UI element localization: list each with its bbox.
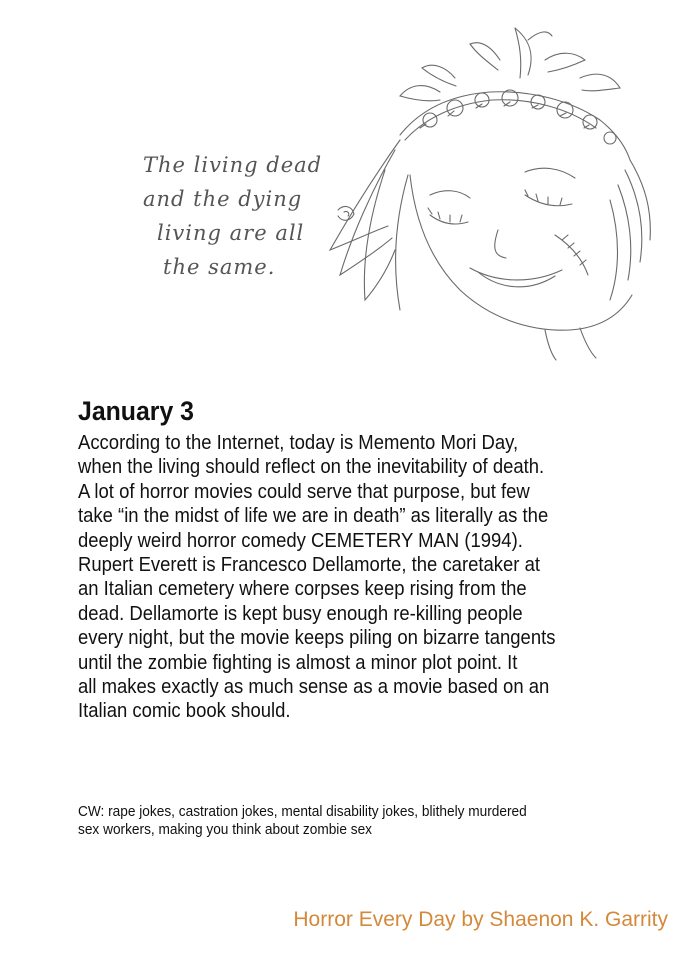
content-warning-line: sex workers, making you think about zombie sex [78, 821, 373, 838]
body-line: when the living should reflect on the inevitability of death. [78, 456, 545, 479]
caption-line: The living dead [143, 153, 323, 177]
body-line: deeply weird horror comedy CEMETERY MAN (1994). [78, 529, 523, 552]
content-warning-line: CW: rape jokes, castration jokes, mental disability jokes, blithely murdered [78, 803, 527, 820]
caption-line: and the dying [143, 187, 303, 211]
body-line: Rupert Everett is Francesco Dellamorte, the caretaker at [78, 554, 540, 577]
pencil-sketch-illustration [0, 0, 700, 380]
entry-body [78, 431, 664, 724]
content-warning [78, 803, 636, 839]
body-line: an Italian cemetery where corpses keep rising from the [78, 578, 527, 601]
body-line: until the zombie fighting is almost a minor plot point. It [78, 651, 518, 674]
author-credit: Horror Every Day by Shaenon K. Garrity [293, 908, 668, 931]
body-line: take “in the midst of life we are in death” as literally as the [78, 505, 549, 528]
body-line: Italian comic book should. [78, 700, 291, 723]
entry-title: January 3 [78, 396, 194, 426]
body-line: A lot of horror movies could serve that purpose, but few [78, 480, 530, 503]
body-line: According to the Internet, today is Memento Mori Day, [78, 432, 519, 454]
body-line: every night, but the movie keeps piling on bizarre tangents [78, 627, 556, 650]
body-line: all makes exactly as much sense as a movie based on an [78, 676, 550, 699]
sketch-caption [143, 148, 343, 284]
caption-line: living are all [157, 221, 305, 245]
caption-line: the same. [163, 255, 276, 279]
body-line: dead. Dellamorte is kept busy enough re-killing people [78, 602, 523, 625]
